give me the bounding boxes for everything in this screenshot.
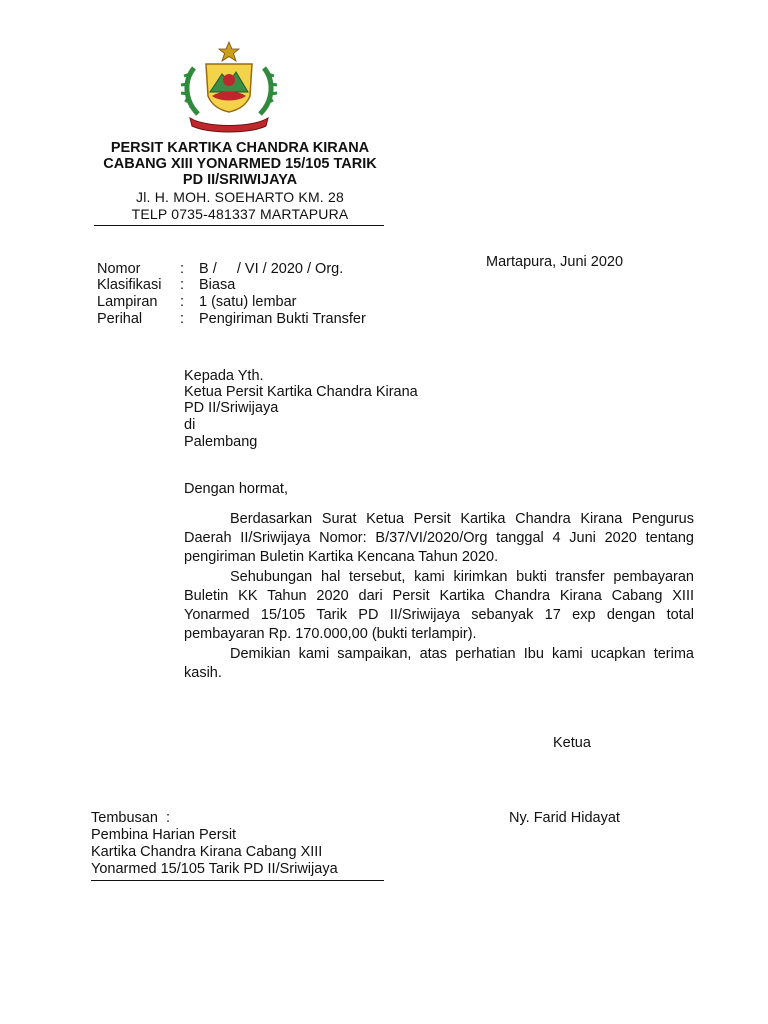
header-divider [94,225,384,226]
body-line: Berdasarkan Surat Ketua Persit Kartika Chandra Kirana Pengurus [230,511,694,527]
tembusan-divider [91,880,384,881]
body-line: Demikian kami sampaikan, atas perhatian Ibu kami ucapkan terima [230,646,694,662]
meta-value: B / / VI / 2020 / Org. [199,261,344,277]
org-name-line1: PERSIT KARTIKA CHANDRA KIRANA [110,140,370,156]
org-phone: TELP 0735-481337 MARTAPURA [131,206,349,222]
body-line: Daerah II/Sriwijaya Nomor: B/37/VI/2020/Org tanggal 4 Juni 2020 tentang [184,530,694,546]
org-name-line2: CABANG XIII YONARMED 15/105 TARIK [103,156,377,172]
recipient-line5: Palembang [184,434,258,450]
recipient-line3: PD II/Sriwijaya [184,400,279,416]
emblem-icon [176,40,282,134]
greeting: Dengan hormat, [184,481,288,497]
meta-value: Biasa [199,277,236,293]
org-name-line3: PD II/SRIWIJAYA [182,172,298,188]
meta-colon: : [180,261,185,277]
tembusan-label: Tembusan : [91,810,170,826]
tembusan-line2: Kartika Chandra Kirana Cabang XIII [91,844,323,860]
meta-colon: : [180,294,185,310]
organization-emblem [176,40,282,134]
body-line: kasih. [184,665,222,681]
body-line: pembayaran Rp. 170.000,00 (bukti terlampir). [184,626,477,642]
meta-key: Perihal [97,311,143,327]
recipient-line2: Ketua Persit Kartika Chandra Kirana [184,384,418,400]
org-address: Jl. H. MOH. SOEHARTO KM. 28 [136,189,344,205]
body-line: pengiriman Buletin Kartika Kencana Tahun 2020. [184,549,499,565]
meta-key: Nomor [97,261,141,277]
meta-value: 1 (satu) lembar [199,294,297,310]
meta-value: Pengiriman Bukti Transfer [199,311,366,327]
body-line: Buletin KK Tahun 2020 dari Persit Kartika Chandra Kirana Cabang XIII [184,588,694,604]
signature-name: Ny. Farid Hidayat [509,810,620,826]
place-date: Martapura, Juni 2020 [486,254,624,270]
tembusan-line1: Pembina Harian Persit [91,827,237,843]
meta-colon: : [180,311,185,327]
recipient-line1: Kepada Yth. [184,368,264,384]
body-line: Sehubungan hal tersebut, kami kirimkan bukti transfer pembayaran [230,569,694,585]
body-line: Yonarmed 15/105 Tarik PD II/Sriwijaya sebanyak 17 exp dengan total [184,607,694,623]
meta-colon: : [180,277,185,293]
signature-title: Ketua [553,735,591,751]
meta-key: Lampiran [97,294,158,310]
recipient-line4: di [184,417,196,433]
meta-key: Klasifikasi [97,277,162,293]
tembusan-line3: Yonarmed 15/105 Tarik PD II/Sriwijaya [91,861,338,877]
